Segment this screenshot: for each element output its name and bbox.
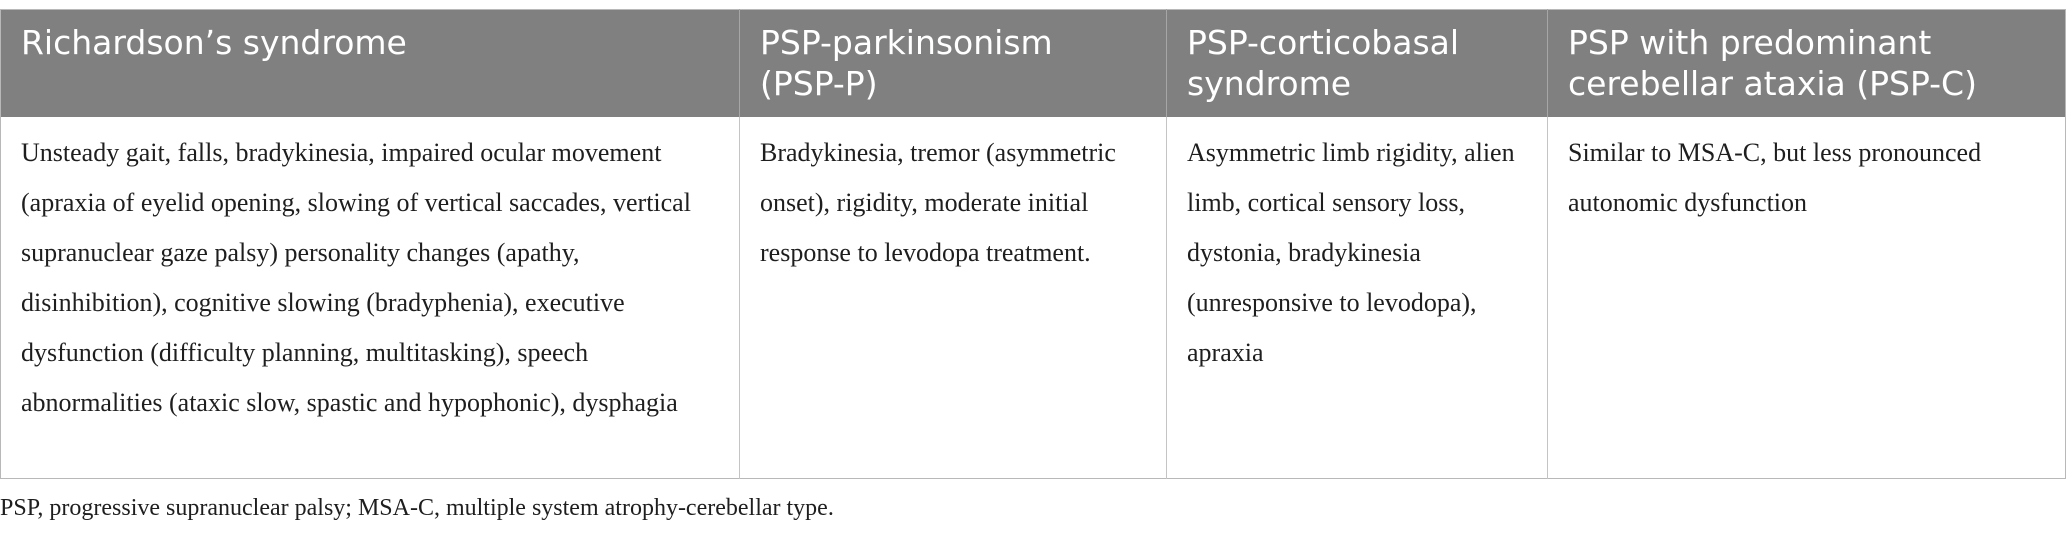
table-header <box>1 10 2066 118</box>
header-richardsons-syndrome: Richardson’s syndrome <box>1 10 740 118</box>
cell-richardsons-syndrome: Unsteady gait, falls, bradykinesia, impaired ocular movement (apraxia of eyelid opening, slowing of vertical saccades, vertical supranuclear gaze palsy) personality changes (apathy, disinhibition), cognitive slowing (bradyphenia), executive dysfunction (difficulty planning, multitasking), speech abnormalities (ataxic slow, spastic and hypophonic), dysphagia <box>1 117 740 478</box>
header-row <box>1 10 2066 118</box>
table-footnote: PSP, progressive supranuclear palsy; MSA-C, multiple system atrophy-cerebellar type. <box>0 495 834 521</box>
cell-psp-corticobasal: Asymmetric limb rigidity, alien limb, cortical sensory loss, dystonia, bradykinesia (unresponsive to levodopa), apraxia <box>1167 117 1548 478</box>
psp-subtypes-table <box>0 9 2066 479</box>
header-psp-cerebellar-ataxia: PSP with predominant cerebellar ataxia (PSP-C) <box>1548 10 2066 118</box>
header-psp-parkinsonism: PSP-parkinsonism (PSP-P) <box>740 10 1167 118</box>
cell-psp-cerebellar-ataxia: Similar to MSA-C, but less pronounced autonomic dysfunction <box>1568 138 1982 217</box>
table-body <box>1 117 2066 478</box>
cell-psp-parkinsonism: Bradykinesia, tremor (asymmetric onset), rigidity, moderate initial response to levodopa treatment. <box>740 117 1167 478</box>
table-row <box>1 117 2066 478</box>
psp-subtypes-table-container <box>0 9 2067 479</box>
header-psp-corticobasal: PSP-corticobasal syndrome <box>1167 10 1548 118</box>
